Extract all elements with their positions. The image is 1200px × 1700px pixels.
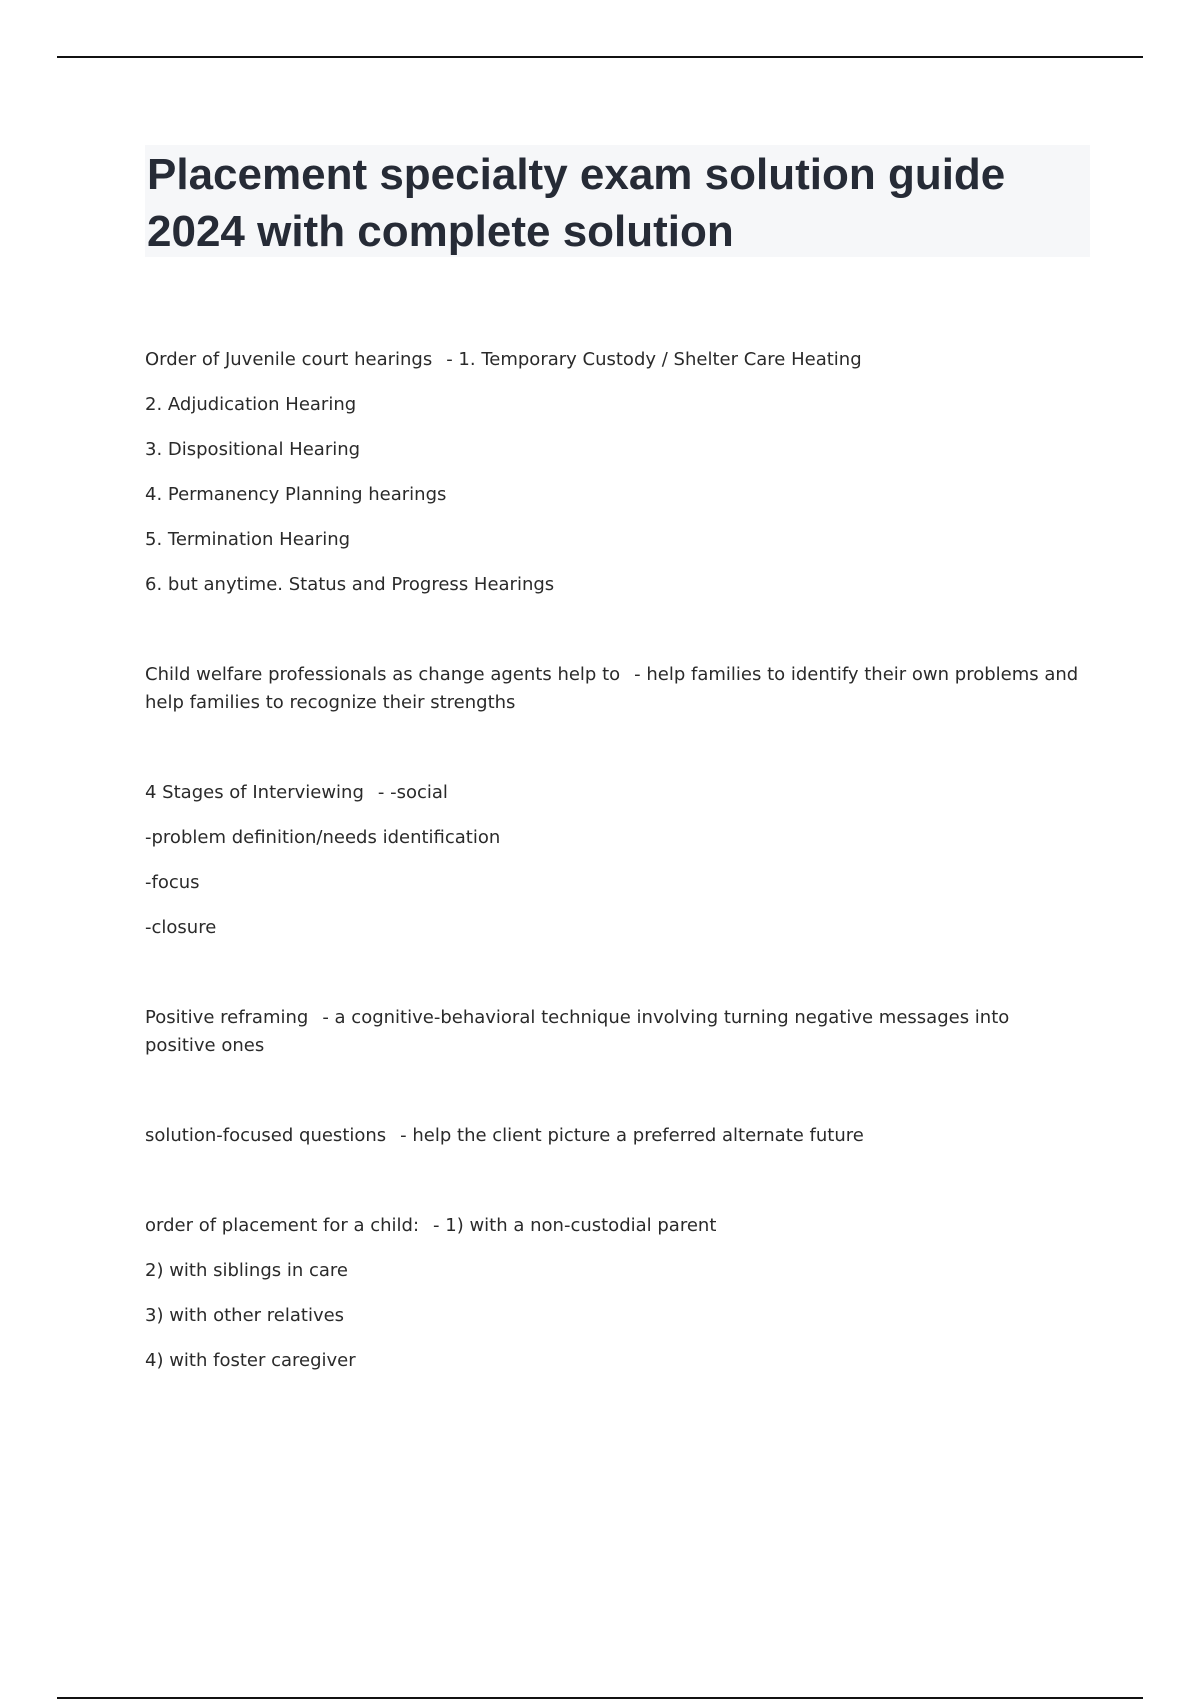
- qa-line: [145, 1004, 1085, 1060]
- qa-entry: [145, 1122, 1085, 1150]
- qa-term: 4 Stages of Interviewing: [145, 782, 364, 803]
- qa-answer-line: -closure: [145, 917, 217, 938]
- bottom-divider: [57, 1697, 1143, 1699]
- qa-term: order of placement for a child:: [145, 1215, 420, 1236]
- qa-list: [145, 346, 1085, 1437]
- qa-answer: - 1) with a non-custodial parent: [433, 1215, 717, 1236]
- qa-entry: [145, 779, 1085, 942]
- qa-answer-line: 4. Permanency Planning hearings: [145, 484, 447, 505]
- qa-term: solution-focused questions: [145, 1125, 387, 1146]
- page-title: Placement specialty exam solution guide 2024 with complete solution: [147, 150, 1006, 256]
- qa-line: [145, 661, 1085, 717]
- qa-entry: [145, 1004, 1085, 1060]
- qa-answer-line: 2) with siblings in care: [145, 1260, 348, 1281]
- qa-term: Positive reframing: [145, 1007, 309, 1028]
- qa-entry: [145, 661, 1085, 717]
- qa-line: [145, 346, 1085, 374]
- qa-entry: [145, 346, 1085, 599]
- qa-answer: - -social: [377, 782, 448, 803]
- qa-answer-line: -problem definition/needs identification: [145, 827, 501, 848]
- qa-term: Order of Juvenile court hearings: [145, 349, 433, 370]
- qa-entry: [145, 1212, 1085, 1375]
- qa-line: [145, 1212, 1085, 1240]
- top-divider: [57, 56, 1143, 58]
- qa-answer-line: 6. but anytime. Status and Progress Hearings: [145, 574, 555, 595]
- qa-answer: - a cognitive-behavioral technique involving turning negative messages into positive ones: [145, 1007, 1010, 1056]
- qa-answer-line: 4) with foster caregiver: [145, 1350, 356, 1371]
- qa-answer-line: 2. Adjudication Hearing: [145, 394, 357, 415]
- qa-line: [145, 1122, 1085, 1150]
- qa-answer-line: 3) with other relatives: [145, 1305, 345, 1326]
- qa-answer-line: 3. Dispositional Hearing: [145, 439, 361, 460]
- qa-answer: - 1. Temporary Custody / Shelter Care Heating: [446, 349, 862, 370]
- qa-answer: - help families to identify their own problems and help families to recognize their strengths: [145, 664, 1079, 713]
- qa-line: [145, 779, 1085, 807]
- qa-answer-line: -focus: [145, 872, 200, 893]
- qa-answer-line: 5. Termination Hearing: [145, 529, 351, 550]
- qa-answer: - help the client picture a preferred alternate future: [400, 1125, 864, 1146]
- qa-term: Child welfare professionals as change agents help to: [145, 664, 621, 685]
